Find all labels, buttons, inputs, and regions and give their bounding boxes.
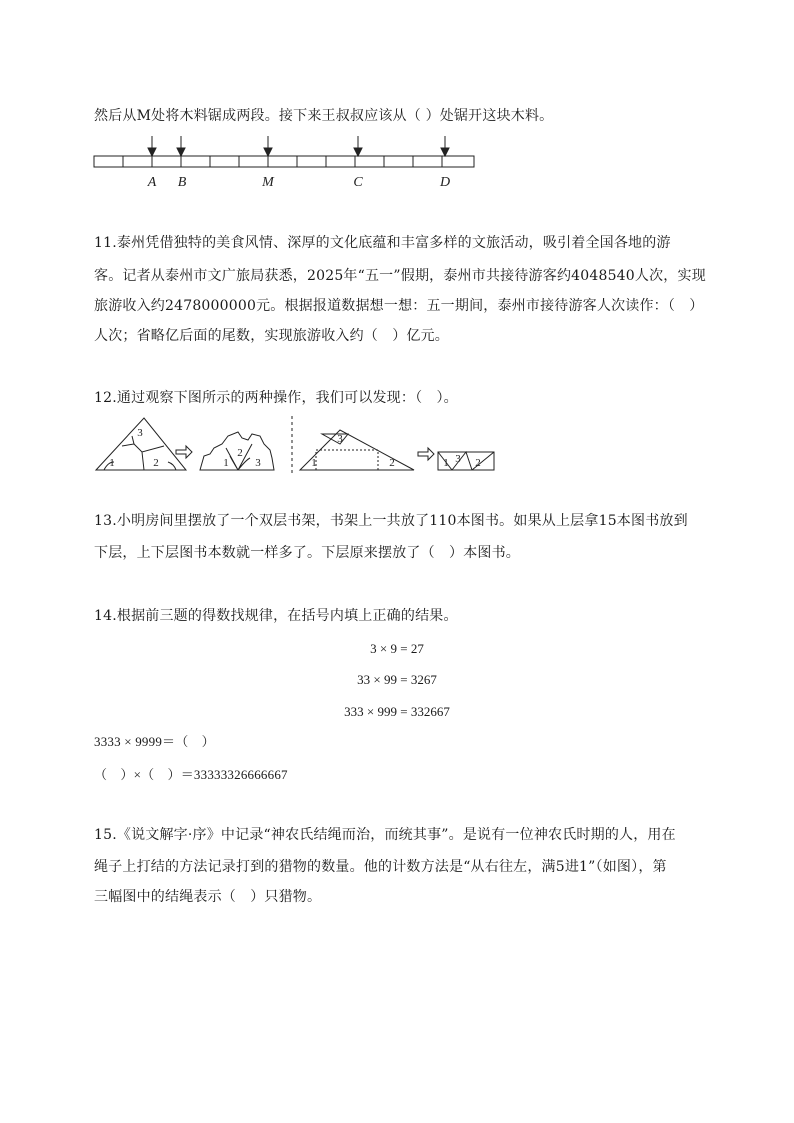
- q10-ruler-figure: [90, 130, 485, 192]
- svg-text:3: 3: [455, 453, 461, 465]
- q10-text: 然后从M处将木料锯成两段。接下来王叔叔应该从（ ）处锯开这块木料。: [94, 108, 554, 124]
- q15-line1: 15.《说文解字·序》中记录“神农氏结绳而治，而统其事”。是说有一位神农氏时期的人，用在: [94, 827, 676, 843]
- q11-line4: 人次；省略亿后面的尾数，实现旅游收入约（ ）亿元。: [94, 328, 449, 344]
- hollow-arrow-icon: [418, 448, 434, 460]
- q14-text: 14.根据前三题的得数找规律，在括号内填上正确的结果。: [94, 608, 458, 624]
- q12-text: 12.通过观察下图所示的两种操作，我们可以发现：（ ）。: [94, 390, 458, 406]
- svg-text:3: 3: [137, 427, 143, 439]
- q14-blank1: 3333 × 9999＝（ ）: [94, 734, 215, 749]
- q14-eq1: 3 × 9 = 27: [370, 641, 424, 656]
- label-a: A: [147, 175, 157, 190]
- svg-text:1: 1: [109, 457, 115, 469]
- label-d: D: [439, 175, 451, 190]
- svg-text:2: 2: [153, 457, 159, 469]
- hollow-arrow-icon: [176, 446, 192, 458]
- label-m: M: [262, 175, 274, 190]
- svg-text:1: 1: [223, 457, 229, 469]
- q11-line2: 客。记者从泰州市文广旅局获悉，2025年“五一”假期，泰州市共接待游客约4048540人次，实现: [94, 268, 706, 284]
- svg-text:3: 3: [255, 457, 261, 469]
- svg-text:1: 1: [311, 457, 317, 469]
- q15-line2: 绳子上打结的方法记录打到的猎物的数量。他的计数方法是“从右往左，满5进1”（如图），第: [94, 859, 667, 875]
- svg-text:2: 2: [389, 457, 395, 469]
- wood-plank: [94, 156, 474, 167]
- q15-line3: 三幅图中的结绳表示（ ）只猎物。: [94, 889, 322, 905]
- q12-triangle-figure: [92, 414, 502, 476]
- q11-line1: 11.泰州凭借独特的美食风情、深厚的文化底蕴和丰富多样的文旅活动，吸引着全国各地的游: [94, 235, 671, 251]
- svg-text:2: 2: [475, 457, 481, 469]
- label-b: B: [177, 175, 187, 190]
- q13-line2: 下层，上下层图书本数就一样多了。下层原来摆放了（ ）本图书。: [94, 545, 520, 561]
- q11-line3: 旅游收入约2478000000元。根据报道数据想一想：五一期间，泰州市接待游客人次读作：（ ）: [94, 298, 704, 314]
- svg-text:1: 1: [443, 457, 449, 469]
- svg-text:3: 3: [337, 433, 343, 445]
- q14-eq3: 333 × 999 = 332667: [344, 704, 450, 719]
- label-c: C: [353, 175, 363, 190]
- svg-text:2: 2: [237, 447, 243, 459]
- q14-blank2: （ ）×（ ）＝33333326666667: [94, 767, 288, 782]
- q14-eq2: 33 × 99 = 3267: [357, 672, 437, 687]
- q13-line1: 13.小明房间里摆放了一个双层书架，书架上一共放了110本图书。如果从上层拿15本图书放到: [94, 513, 688, 529]
